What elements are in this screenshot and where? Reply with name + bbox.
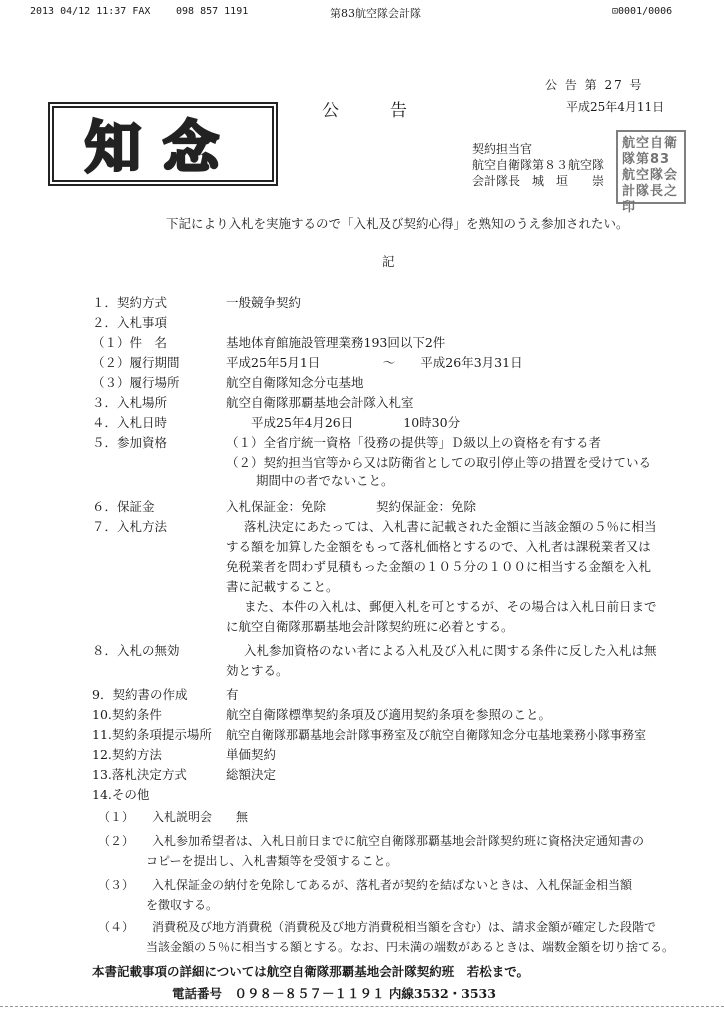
method-line: に航空自衛隊那覇基地会計隊契約班に必着とする。 [226, 619, 514, 634]
phone-number: 電話番号 ０９８－８５７－１１９１ 内線3532・3533 [172, 986, 496, 1001]
chinen-seal [48, 102, 278, 186]
method-line: 書に記載すること。 [226, 579, 339, 594]
deposit-value: 入札保証金：免除 契約保証金：免除 [226, 499, 477, 514]
fax-page: ⊡0001/0006 [612, 6, 673, 17]
item-label: （１）件 名 [92, 335, 168, 350]
method-line: する額を加算した金額をもって落札価格とするので、入札者は課税業者又は [226, 539, 651, 554]
item-value: 単価契約 [226, 747, 277, 762]
item-label: ４．入札日時 [92, 415, 168, 430]
stamp-text: 航空自衛隊第83航空隊会計隊長之印 [622, 136, 679, 215]
ki-heading: 記 [382, 254, 395, 269]
fax-edge-divider [0, 1006, 724, 1007]
seal-text: 知念 [85, 116, 241, 181]
item-value: 航空自衛隊那覇基地会計隊入札室 [226, 395, 414, 410]
issuer-unit: 航空自衛隊第８３航空隊 [472, 158, 605, 172]
item-value: 基地体育館施設管理業務193回以下2件 [226, 335, 446, 350]
other-line: 当該金額の５％に相当する額とする。なお、円未満の端数があるときは、端数金額を切り捨てる。 [98, 940, 675, 954]
notice-date: 平成25年4月11日 [566, 100, 665, 114]
other-line: （２） 入札参加希望者は、入札日前日までに航空自衛隊那覇基地会計隊契約班に資格決定通知書の [98, 834, 645, 848]
item-label: 11.契約条項提示場所 [92, 727, 212, 742]
fax-sender: 第83航空隊会計隊 [330, 7, 421, 20]
method-label: ７．入札方法 [92, 519, 168, 534]
item-value: 航空自衛隊知念分屯基地 [226, 375, 364, 390]
invalid-label: ８．入札の無効 [92, 643, 180, 658]
item-value: 総額決定 [226, 767, 277, 782]
invalid-line: 効とする。 [226, 663, 289, 678]
qualification-2: （２）契約担当官等から又は防衛省としての取引停止等の措置を受けている [226, 455, 652, 470]
fax-datetime: 2013 04/12 11:37 FAX [30, 6, 151, 17]
item-value: 有 [226, 687, 239, 702]
inquiry-note: 本書記載事項の詳細については航空自衛隊那覇基地会計隊契約班 若松まで。 [92, 964, 530, 979]
item-value: 航空自衛隊那覇基地会計隊事務室及び航空自衛隊知念分屯基地業務小隊事務室 [226, 728, 647, 742]
item-label: 10.契約条件 [92, 707, 162, 722]
method-line: また、本件の入札は、郵便入札を可とするが、その場合は入札日前日まで [244, 599, 657, 614]
item-label: 12.契約方法 [92, 747, 162, 762]
qualification-2-cont: 期間中の者でないこと。 [256, 473, 394, 488]
other-line: （１） 入札説明会 無 [98, 810, 249, 824]
official-stamp [616, 130, 686, 215]
other-line: コピーを提出し、入札書類等を受領すること。 [98, 854, 398, 868]
item-value: 平成25年4月26日 10時30分 [226, 415, 461, 430]
issuer-title: 契約担当官 [472, 142, 533, 156]
method-line: 免税業者を問わず見積もった金額の１０５分の１００に相当する金額を入札 [226, 559, 652, 574]
item-value: 一般競争契約 [226, 295, 302, 310]
invalid-line: 入札参加資格のない者による入札及び入札に関する条件に反した入札は無 [244, 643, 657, 658]
item-value: （１）全省庁統一資格「役務の提供等」Ｄ級以上の資格を有する者 [226, 435, 602, 450]
notice-number: 公 告 第 27 号 [545, 78, 644, 92]
intro-text: 下記により入札を実施するので「入札及び契約心得」を熟知のうえ参加されたい。 [166, 216, 629, 231]
other-line: （３） 入札保証金の納付を免除してあるが、落札者が契約を結ばないときは、入札保証金相当額 [98, 878, 633, 892]
deposit-label: ６．保証金 [92, 499, 155, 514]
other-line: （４） 消費税及び地方消費税（消費税及び地方消費税相当額を含む）は、請求金額が確定した段階で [98, 920, 657, 934]
item-label: １．契約方式 [92, 295, 168, 310]
item-label: 9．契約書の作成 [92, 687, 188, 702]
item-label: ５．参加資格 [92, 435, 168, 450]
notice-title: 公 告 [322, 101, 407, 121]
item-label: ３．入札場所 [92, 395, 168, 410]
item-label: （２）履行期間 [92, 355, 180, 370]
item-label: （３）履行場所 [92, 375, 180, 390]
item-value: 平成25年5月1日 ～ 平成26年3月31日 [226, 355, 523, 370]
issuer-name: 会計隊長 城 垣 崇 [472, 174, 605, 188]
item-label: ２．入札事項 [92, 315, 168, 330]
fax-number: 098 857 1191 [176, 6, 249, 17]
method-line: 落札決定にあたっては、入札書に記載された金額に当該金額の５％に相当 [244, 519, 657, 534]
item-label: 13.落札決定方式 [92, 767, 187, 782]
other-line: を徴収する。 [98, 898, 219, 912]
item-value: 航空自衛隊標準契約条項及び適用契約条項を参照のこと。 [226, 707, 552, 722]
item-label: 14.その他 [92, 787, 150, 802]
